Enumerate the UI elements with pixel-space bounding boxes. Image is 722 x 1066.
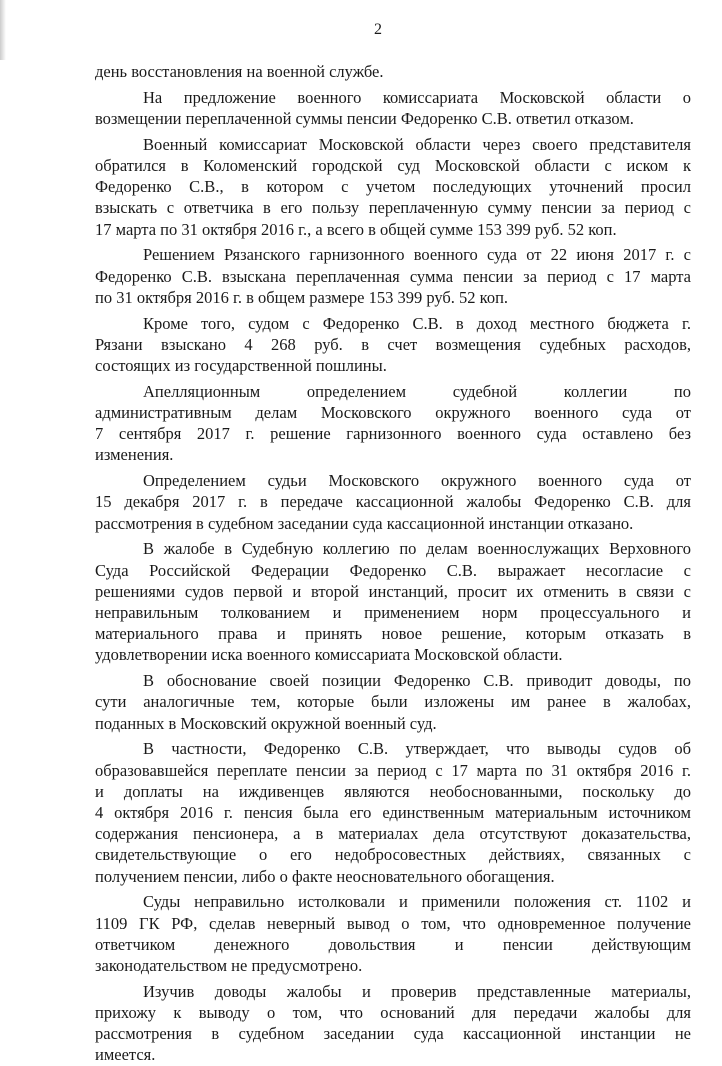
text-line: состоящих из государственной пошлины. xyxy=(95,356,387,376)
text-line: Определением судьи Московского окружного военного суда от xyxy=(143,471,691,491)
text-line: В жалобе в Судебную коллегию по делам военнослужащих Верховного xyxy=(143,539,691,559)
text-line: по 31 октября 2016 г. в общем размере 153 399 руб. 52 коп. xyxy=(95,287,509,307)
text-line: Федоренко С.В., в котором с учетом последующих уточнений просил xyxy=(95,177,691,197)
text-line: законодательством не предусмотрено. xyxy=(95,956,363,976)
text-line: Кроме того, судом с Федоренко С.В. в доход местного бюджета г. xyxy=(143,313,691,333)
text-line: удовлетворении иска военного комиссариата Московской области. xyxy=(95,645,563,665)
paragraph xyxy=(95,891,691,976)
text-line: рассмотрения в судебном заседании суда кассационной инстанции не xyxy=(95,1024,691,1044)
text-line: решениями судов первой и второй инстанций, просит их отменить в связи с xyxy=(95,581,691,601)
text-line: содержания пенсионера, а в материалах дела отсутствуют доказательства, xyxy=(95,824,691,844)
text-line: 7 сентября 2017 г. решение гарнизонного военного суда оставлено без xyxy=(95,424,691,444)
text-line: и доплаты на иждивенцев являются необоснованными, поскольку до xyxy=(95,781,691,801)
paragraph xyxy=(95,61,691,82)
text-line: В частности, Федоренко С.В. утверждает, что выводы судов об xyxy=(143,739,691,759)
text-line: Апелляционным определением судебной коллегии по xyxy=(143,381,691,401)
text-line: Изучив доводы жалобы и проверив представленные материалы, xyxy=(143,981,691,1001)
text-line: сути аналогичные тем, которые были изложены им ранее в жалобах, xyxy=(95,692,691,712)
document-body xyxy=(95,61,691,1066)
text-line: поданных в Московский окружной военный суд. xyxy=(95,713,437,733)
text-line: Рязани взыскано 4 268 руб. в счет возмещения судебных расходов, xyxy=(95,334,691,354)
text-line: 4 октября 2016 г. пенсия была его единственным материальным источником xyxy=(95,803,691,823)
text-line: образовавшейся переплате пенсии за период с 17 марта по 31 октября 2016 г. xyxy=(95,760,691,780)
text-line: Федоренко С.В. взыскана переплаченная сумма пенсии за период с 17 марта xyxy=(95,266,691,286)
text-line: возмещении переплаченной суммы пенсии Федоренко С.В. ответил отказом. xyxy=(95,109,634,128)
paragraph xyxy=(95,244,691,308)
text-line: 17 марта по 31 октября 2016 г., а всего в общей сумме 153 399 руб. 52 коп. xyxy=(95,219,617,239)
text-line: свидетельствующие о его недобросовестных действиях, связанных с xyxy=(95,845,691,865)
paragraph xyxy=(95,538,691,665)
text-line: обратился в Коломенский городской суд Московской области с иском к xyxy=(95,156,691,175)
text-line: день восстановления на военной службе. xyxy=(95,62,384,81)
paragraph xyxy=(95,670,691,734)
page-number: 2 xyxy=(374,21,382,38)
text-line: 15 декабря 2017 г. в передаче кассационной жалобы Федоренко С.В. для xyxy=(95,492,691,512)
text-line: Суда Российской Федерации Федоренко С.В. выражает несогласие с xyxy=(95,560,691,580)
paragraph xyxy=(95,981,691,1066)
text-line: изменения. xyxy=(95,445,174,465)
paragraph xyxy=(95,738,691,886)
text-line: На предложение военного комиссариата Московской области о xyxy=(143,87,691,107)
text-line: взыскать с ответчика в его пользу переплаченную сумму пенсии за период с xyxy=(95,198,691,218)
text-line: В обоснование своей позиции Федоренко С.В. приводит доводы, по xyxy=(143,671,691,691)
text-line: Суды неправильно истолковали и применили положения ст. 1102 и xyxy=(143,892,691,912)
text-line: административным делам Московского окружного военного суда от xyxy=(95,403,691,423)
text-line: прихожу к выводу о том, что оснований для передачи жалобы для xyxy=(95,1003,691,1023)
text-line: имеется. xyxy=(95,1045,156,1065)
text-line: ответчиком денежного довольствия и пенсии действующим xyxy=(95,934,691,954)
paragraph xyxy=(95,381,691,466)
paragraph xyxy=(95,134,691,240)
text-line: получением пенсии, либо о факте неосновательного обогащения. xyxy=(95,866,555,886)
text-line: Решением Рязанского гарнизонного военного суда от 22 июня 2017 г. с xyxy=(143,245,691,265)
text-line: неправильным толкованием и применением норм процессуального и xyxy=(95,603,691,623)
text-line: материального права и принять новое решение, которым отказать в xyxy=(95,624,691,644)
paragraph xyxy=(95,313,691,377)
paragraph xyxy=(95,87,691,129)
scan-edge-shadow xyxy=(0,0,6,60)
text-line: рассмотрения в судебном заседании суда кассационной инстанции отказано. xyxy=(95,513,634,533)
text-line: Военный комиссариат Московской области через своего представителя xyxy=(143,134,691,154)
text-line: 1109 ГК РФ, сделав неверный вывод о том, что одновременное получение xyxy=(95,913,691,933)
paragraph xyxy=(95,470,691,534)
